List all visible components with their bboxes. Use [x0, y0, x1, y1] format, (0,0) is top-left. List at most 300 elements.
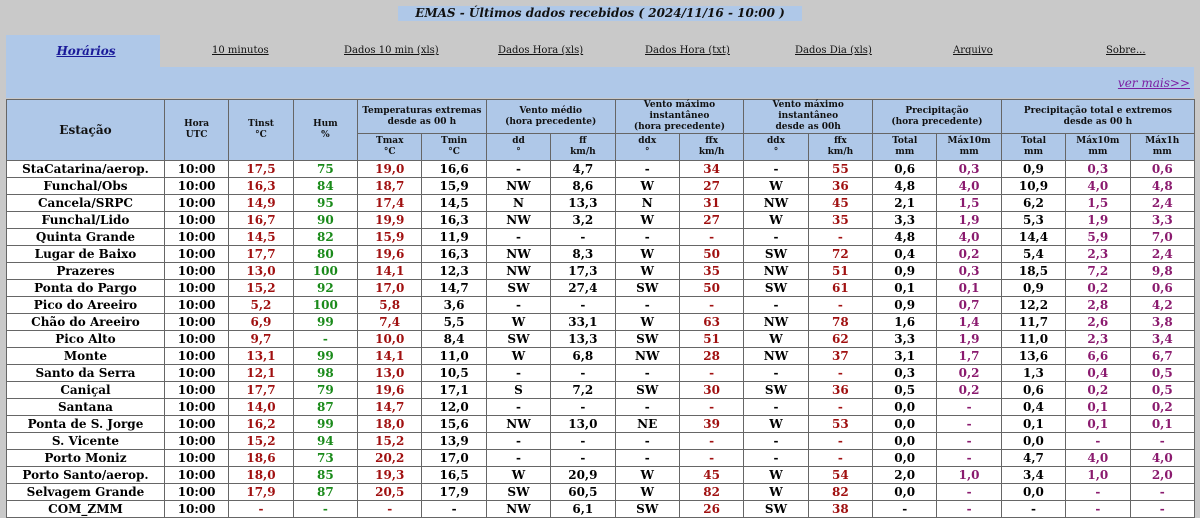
cell-hour: 10:00: [164, 195, 228, 212]
cell-precip-total: 0,4: [873, 246, 937, 263]
cell-dd: SW: [486, 484, 550, 501]
tab-10-minutos[interactable]: 10 minutos: [212, 45, 269, 56]
cell-tinst: -: [229, 501, 293, 518]
cell-dd: NW: [486, 246, 550, 263]
cell-ffx-hour: 35: [679, 263, 743, 280]
cell-ddx-hour: -: [615, 297, 679, 314]
cell-ffx-hour: 82: [679, 484, 743, 501]
cell-ffx-day: -: [808, 229, 872, 246]
cell-ffx-day: 61: [808, 280, 872, 297]
cell-day-max10: 2,6: [1066, 314, 1130, 331]
cell-hour: 10:00: [164, 297, 228, 314]
cell-ff: 13,3: [551, 195, 615, 212]
cell-tmin: 16,5: [422, 467, 486, 484]
cell-hum: 99: [293, 314, 357, 331]
cell-tmax: -: [358, 501, 422, 518]
cell-tmin: 11,9: [422, 229, 486, 246]
cell-ddx-day: W: [744, 484, 808, 501]
cell-ffx-day: 45: [808, 195, 872, 212]
cell-ff: -: [551, 399, 615, 416]
cell-dd: W: [486, 314, 550, 331]
cell-station: Cancela/SRPC: [7, 195, 165, 212]
cell-day-max10: 2,3: [1066, 331, 1130, 348]
cell-day-total: 6,2: [1001, 195, 1065, 212]
cell-ffx-hour: 27: [679, 178, 743, 195]
cell-day-max10: 0,3: [1066, 161, 1130, 178]
table-row: [7, 501, 1195, 518]
cell-ff: 27,4: [551, 280, 615, 297]
tab-dados-dia-xls[interactable]: Dados Dia (xls): [795, 45, 872, 56]
cell-tmax: 7,4: [358, 314, 422, 331]
cell-day-max1h: 4,0: [1130, 450, 1194, 467]
cell-station: Santo da Serra: [7, 365, 165, 382]
cell-ffx-hour: 63: [679, 314, 743, 331]
cell-day-max1h: 2,4: [1130, 246, 1194, 263]
cell-precip-max10: 1,5: [937, 195, 1001, 212]
cell-dd: NW: [486, 212, 550, 229]
cell-ff: -: [551, 297, 615, 314]
table-row: [7, 195, 1195, 212]
tab-horarios[interactable]: [6, 35, 160, 68]
table-row: [7, 348, 1195, 365]
cell-tmax: 14,7: [358, 399, 422, 416]
header-hour: Hora UTC: [164, 100, 228, 161]
cell-tinst: 6,9: [229, 314, 293, 331]
cell-station: Selvagem Grande: [7, 484, 165, 501]
header-ffx-day: ffx km/h: [808, 134, 872, 161]
cell-hour: 10:00: [164, 450, 228, 467]
cell-tinst: 14,0: [229, 399, 293, 416]
cell-day-max1h: 9,8: [1130, 263, 1194, 280]
cell-tinst: 16,3: [229, 178, 293, 195]
cell-ff: 8,6: [551, 178, 615, 195]
table-row: [7, 382, 1195, 399]
cell-ddx-hour: -: [615, 450, 679, 467]
cell-ffx-hour: -: [679, 450, 743, 467]
cell-precip-max10: 0,3: [937, 263, 1001, 280]
cell-ffx-hour: -: [679, 433, 743, 450]
cell-precip-total: 3,3: [873, 212, 937, 229]
page-title: EMAS - Últimos dados recebidos ( 2024/11/16 - 10:00 ): [398, 6, 802, 21]
cell-day-max10: -: [1066, 501, 1130, 518]
cell-precip-total: 0,6: [873, 161, 937, 178]
cell-ddx-hour: W: [615, 178, 679, 195]
table-row: [7, 433, 1195, 450]
cell-ffx-day: 51: [808, 263, 872, 280]
cell-tinst: 5,2: [229, 297, 293, 314]
cell-hum: 94: [293, 433, 357, 450]
cell-precip-max10: 0,2: [937, 382, 1001, 399]
tab-arquivo[interactable]: Arquivo: [953, 45, 993, 56]
cell-day-total: 0,0: [1001, 433, 1065, 450]
tab-dados-hora-txt[interactable]: Dados Hora (txt): [645, 45, 730, 56]
cell-station: Ponta do Pargo: [7, 280, 165, 297]
cell-ffx-hour: 26: [679, 501, 743, 518]
nav-tabs: [6, 35, 1194, 68]
cell-day-total: 14,4: [1001, 229, 1065, 246]
cell-tmax: 15,9: [358, 229, 422, 246]
cell-dd: -: [486, 433, 550, 450]
header-tmin: Tmin °C: [422, 134, 486, 161]
cell-tinst: 17,9: [229, 484, 293, 501]
cell-day-total: 3,4: [1001, 467, 1065, 484]
cell-ffx-hour: 34: [679, 161, 743, 178]
cell-day-total: 0,1: [1001, 416, 1065, 433]
cell-hum: 100: [293, 297, 357, 314]
table-row: [7, 416, 1195, 433]
cell-ff: 6,1: [551, 501, 615, 518]
table-row: [7, 263, 1195, 280]
cell-ffx-day: 55: [808, 161, 872, 178]
table-row: [7, 246, 1195, 263]
cell-ddx-hour: W: [615, 314, 679, 331]
cell-precip-total: 3,1: [873, 348, 937, 365]
cell-tmin: 12,0: [422, 399, 486, 416]
cell-hour: 10:00: [164, 212, 228, 229]
cell-hour: 10:00: [164, 501, 228, 518]
cell-tmin: 3,6: [422, 297, 486, 314]
cell-tmin: 16,3: [422, 246, 486, 263]
cell-precip-max10: -: [937, 484, 1001, 501]
header-ddx-hour: ddx °: [615, 134, 679, 161]
cell-ddx-hour: NE: [615, 416, 679, 433]
cell-tmin: 15,9: [422, 178, 486, 195]
header-day-max1h: Máx1h mm: [1130, 134, 1194, 161]
cell-ddx-day: NW: [744, 195, 808, 212]
table-row: [7, 450, 1195, 467]
cell-ffx-day: 53: [808, 416, 872, 433]
table-row: [7, 280, 1195, 297]
cell-precip-total: 4,8: [873, 229, 937, 246]
cell-hum: 87: [293, 484, 357, 501]
cell-day-max1h: 0,1: [1130, 416, 1194, 433]
cell-precip-max10: -: [937, 450, 1001, 467]
cell-tmin: 15,6: [422, 416, 486, 433]
cell-precip-max10: 1,0: [937, 467, 1001, 484]
header-station: Estação: [7, 100, 165, 161]
cell-day-total: 0,9: [1001, 161, 1065, 178]
cell-precip-max10: 4,0: [937, 178, 1001, 195]
cell-ddx-day: W: [744, 467, 808, 484]
cell-precip-max10: -: [937, 416, 1001, 433]
cell-day-total: 11,0: [1001, 331, 1065, 348]
cell-ddx-hour: SW: [615, 382, 679, 399]
cell-ffx-day: 36: [808, 178, 872, 195]
cell-hour: 10:00: [164, 246, 228, 263]
cell-hum: -: [293, 331, 357, 348]
cell-station: Ponta de S. Jorge: [7, 416, 165, 433]
cell-tmin: -: [422, 501, 486, 518]
cell-ff: 4,7: [551, 161, 615, 178]
cell-tinst: 14,5: [229, 229, 293, 246]
cell-ffx-day: 36: [808, 382, 872, 399]
cell-hour: 10:00: [164, 263, 228, 280]
table-row: [7, 229, 1195, 246]
cell-day-max1h: 3,4: [1130, 331, 1194, 348]
cell-ddx-hour: W: [615, 212, 679, 229]
cell-tmax: 20,2: [358, 450, 422, 467]
cell-tmax: 20,5: [358, 484, 422, 501]
cell-ffx-day: 35: [808, 212, 872, 229]
cell-ffx-day: -: [808, 399, 872, 416]
cell-ffx-hour: 51: [679, 331, 743, 348]
cell-ffx-hour: 45: [679, 467, 743, 484]
cell-precip-max10: 0,1: [937, 280, 1001, 297]
cell-day-total: 1,3: [1001, 365, 1065, 382]
cell-dd: NW: [486, 263, 550, 280]
cell-hour: 10:00: [164, 331, 228, 348]
cell-tmin: 8,4: [422, 331, 486, 348]
cell-ffx-day: 38: [808, 501, 872, 518]
cell-hour: 10:00: [164, 484, 228, 501]
cell-ffx-day: -: [808, 365, 872, 382]
cell-ffx-day: 82: [808, 484, 872, 501]
cell-precip-max10: 0,2: [937, 246, 1001, 263]
cell-hour: 10:00: [164, 348, 228, 365]
cell-station: Quinta Grande: [7, 229, 165, 246]
cell-day-max10: 0,2: [1066, 382, 1130, 399]
cell-precip-total: 0,1: [873, 280, 937, 297]
cell-dd: W: [486, 467, 550, 484]
cell-hum: 95: [293, 195, 357, 212]
station-data-table: [6, 99, 1195, 518]
cell-day-max1h: 0,5: [1130, 365, 1194, 382]
cell-ddx-hour: W: [615, 467, 679, 484]
cell-hour: 10:00: [164, 399, 228, 416]
cell-hour: 10:00: [164, 382, 228, 399]
cell-ddx-hour: W: [615, 484, 679, 501]
cell-ffx-hour: 50: [679, 280, 743, 297]
cell-precip-total: 0,0: [873, 416, 937, 433]
cell-tinst: 17,7: [229, 246, 293, 263]
cell-tinst: 16,2: [229, 416, 293, 433]
header-tinst: Tinst °C: [229, 100, 293, 161]
cell-dd: -: [486, 365, 550, 382]
cell-ffx-day: 62: [808, 331, 872, 348]
cell-ff: 60,5: [551, 484, 615, 501]
cell-precip-total: -: [873, 501, 937, 518]
header-ddx-day: ddx °: [744, 134, 808, 161]
cell-day-max10: 1,9: [1066, 212, 1130, 229]
cell-day-total: 12,2: [1001, 297, 1065, 314]
cell-precip-total: 0,0: [873, 433, 937, 450]
tab-dados-10min-xls[interactable]: Dados 10 min (xls): [344, 45, 439, 56]
cell-ff: 7,2: [551, 382, 615, 399]
cell-ddx-hour: W: [615, 246, 679, 263]
cell-day-total: 10,9: [1001, 178, 1065, 195]
cell-day-max10: -: [1066, 433, 1130, 450]
cell-hum: 99: [293, 348, 357, 365]
table-row: [7, 399, 1195, 416]
cell-tmax: 15,2: [358, 433, 422, 450]
cell-day-max1h: 2,0: [1130, 467, 1194, 484]
cell-precip-total: 0,3: [873, 365, 937, 382]
table-row: [7, 314, 1195, 331]
cell-day-max1h: 0,6: [1130, 280, 1194, 297]
cell-tmin: 16,3: [422, 212, 486, 229]
cell-dd: SW: [486, 331, 550, 348]
cell-station: Porto Santo/aerop.: [7, 467, 165, 484]
cell-tmin: 14,5: [422, 195, 486, 212]
nav-band: [6, 67, 1194, 98]
cell-ddx-day: -: [744, 450, 808, 467]
cell-station: Monte: [7, 348, 165, 365]
cell-station: Santana: [7, 399, 165, 416]
cell-station: Pico do Areeiro: [7, 297, 165, 314]
cell-ddx-day: SW: [744, 501, 808, 518]
cell-day-max10: 5,9: [1066, 229, 1130, 246]
cell-precip-total: 0,5: [873, 382, 937, 399]
cell-hum: 85: [293, 467, 357, 484]
cell-precip-total: 0,9: [873, 297, 937, 314]
cell-precip-max10: 0,7: [937, 297, 1001, 314]
cell-tmin: 5,5: [422, 314, 486, 331]
cell-hum: 87: [293, 399, 357, 416]
cell-day-max1h: -: [1130, 501, 1194, 518]
cell-day-total: 0,4: [1001, 399, 1065, 416]
cell-ddx-hour: -: [615, 433, 679, 450]
cell-dd: S: [486, 382, 550, 399]
cell-ddx-day: NW: [744, 348, 808, 365]
cell-tmax: 14,1: [358, 263, 422, 280]
cell-precip-total: 1,6: [873, 314, 937, 331]
cell-precip-total: 2,0: [873, 467, 937, 484]
ver-mais-link[interactable]: ver mais>>: [1117, 76, 1190, 90]
cell-day-max10: 1,0: [1066, 467, 1130, 484]
cell-tinst: 13,0: [229, 263, 293, 280]
cell-hour: 10:00: [164, 433, 228, 450]
cell-hum: 84: [293, 178, 357, 195]
table-row: [7, 365, 1195, 382]
cell-day-max10: 1,5: [1066, 195, 1130, 212]
cell-ff: 8,3: [551, 246, 615, 263]
cell-ddx-day: NW: [744, 263, 808, 280]
cell-ffx-hour: 31: [679, 195, 743, 212]
cell-day-total: -: [1001, 501, 1065, 518]
cell-tmax: 5,8: [358, 297, 422, 314]
cell-day-max1h: -: [1130, 433, 1194, 450]
cell-precip-total: 0,0: [873, 484, 937, 501]
cell-day-max1h: 0,5: [1130, 382, 1194, 399]
cell-day-max10: 4,0: [1066, 178, 1130, 195]
cell-ddx-day: W: [744, 331, 808, 348]
header-dd: dd °: [486, 134, 550, 161]
cell-ddx-day: -: [744, 161, 808, 178]
cell-station: S. Vicente: [7, 433, 165, 450]
table-row: [7, 484, 1195, 501]
cell-day-max10: 6,6: [1066, 348, 1130, 365]
cell-ddx-day: SW: [744, 280, 808, 297]
cell-station: Chão do Areeiro: [7, 314, 165, 331]
cell-tinst: 13,1: [229, 348, 293, 365]
table-row: [7, 161, 1195, 178]
cell-hour: 10:00: [164, 280, 228, 297]
header-precip-day: Precipitação total e extremos desde as 00 h: [1001, 100, 1194, 134]
header-precip-max10: Máx10m mm: [937, 134, 1001, 161]
cell-day-total: 0,9: [1001, 280, 1065, 297]
cell-precip-max10: 0,2: [937, 365, 1001, 382]
cell-hum: 73: [293, 450, 357, 467]
cell-day-max10: 2,8: [1066, 297, 1130, 314]
cell-station: StaCatarina/aerop.: [7, 161, 165, 178]
cell-dd: NW: [486, 501, 550, 518]
cell-ddx-day: -: [744, 297, 808, 314]
cell-dd: NW: [486, 178, 550, 195]
tab-horarios-label[interactable]: Horários: [56, 44, 116, 58]
table-row: [7, 467, 1195, 484]
cell-hour: 10:00: [164, 178, 228, 195]
cell-hum: 82: [293, 229, 357, 246]
cell-ddx-hour: -: [615, 365, 679, 382]
cell-tinst: 17,7: [229, 382, 293, 399]
cell-ffx-hour: 30: [679, 382, 743, 399]
cell-ddx-hour: -: [615, 229, 679, 246]
cell-tmin: 17,0: [422, 450, 486, 467]
cell-station: Funchal/Obs: [7, 178, 165, 195]
cell-ffx-hour: 50: [679, 246, 743, 263]
cell-station: Porto Moniz: [7, 450, 165, 467]
cell-precip-total: 0,0: [873, 450, 937, 467]
tab-dados-hora-xls[interactable]: Dados Hora (xls): [498, 45, 584, 56]
cell-tinst: 15,2: [229, 433, 293, 450]
cell-tmax: 19,6: [358, 246, 422, 263]
cell-day-total: 5,4: [1001, 246, 1065, 263]
cell-ffx-hour: 27: [679, 212, 743, 229]
cell-ddx-day: NW: [744, 314, 808, 331]
cell-hum: 100: [293, 263, 357, 280]
cell-ffx-hour: 28: [679, 348, 743, 365]
cell-tmax: 10,0: [358, 331, 422, 348]
cell-tmin: 10,5: [422, 365, 486, 382]
table-row: [7, 178, 1195, 195]
header-day-total: Total mm: [1001, 134, 1065, 161]
cell-dd: -: [486, 297, 550, 314]
cell-ddx-day: SW: [744, 382, 808, 399]
tab-sobre[interactable]: Sobre...: [1106, 45, 1146, 56]
cell-hour: 10:00: [164, 161, 228, 178]
cell-ffx-day: -: [808, 450, 872, 467]
cell-day-max10: 0,1: [1066, 416, 1130, 433]
cell-station: Lugar de Baixo: [7, 246, 165, 263]
table-row: [7, 212, 1195, 229]
cell-station: Caniçal: [7, 382, 165, 399]
cell-ddx-hour: SW: [615, 280, 679, 297]
cell-tmin: 14,7: [422, 280, 486, 297]
cell-ff: 33,1: [551, 314, 615, 331]
cell-tmax: 13,0: [358, 365, 422, 382]
header-temp-extremes: Temperaturas extremas desde as 00 h: [358, 100, 487, 134]
cell-dd: -: [486, 229, 550, 246]
cell-tinst: 18,6: [229, 450, 293, 467]
cell-ddx-hour: -: [615, 161, 679, 178]
cell-day-max10: 2,3: [1066, 246, 1130, 263]
cell-day-total: 0,6: [1001, 382, 1065, 399]
cell-ddx-day: -: [744, 433, 808, 450]
cell-ffx-hour: 39: [679, 416, 743, 433]
cell-station: COM_ZMM: [7, 501, 165, 518]
cell-ddx-day: W: [744, 178, 808, 195]
cell-day-max1h: 0,2: [1130, 399, 1194, 416]
cell-ddx-hour: N: [615, 195, 679, 212]
cell-day-total: 11,7: [1001, 314, 1065, 331]
cell-precip-max10: 1,9: [937, 212, 1001, 229]
cell-hour: 10:00: [164, 416, 228, 433]
cell-tinst: 14,9: [229, 195, 293, 212]
cell-ddx-hour: SW: [615, 501, 679, 518]
cell-day-max10: 4,0: [1066, 450, 1130, 467]
cell-hum: 92: [293, 280, 357, 297]
table-row: [7, 297, 1195, 314]
